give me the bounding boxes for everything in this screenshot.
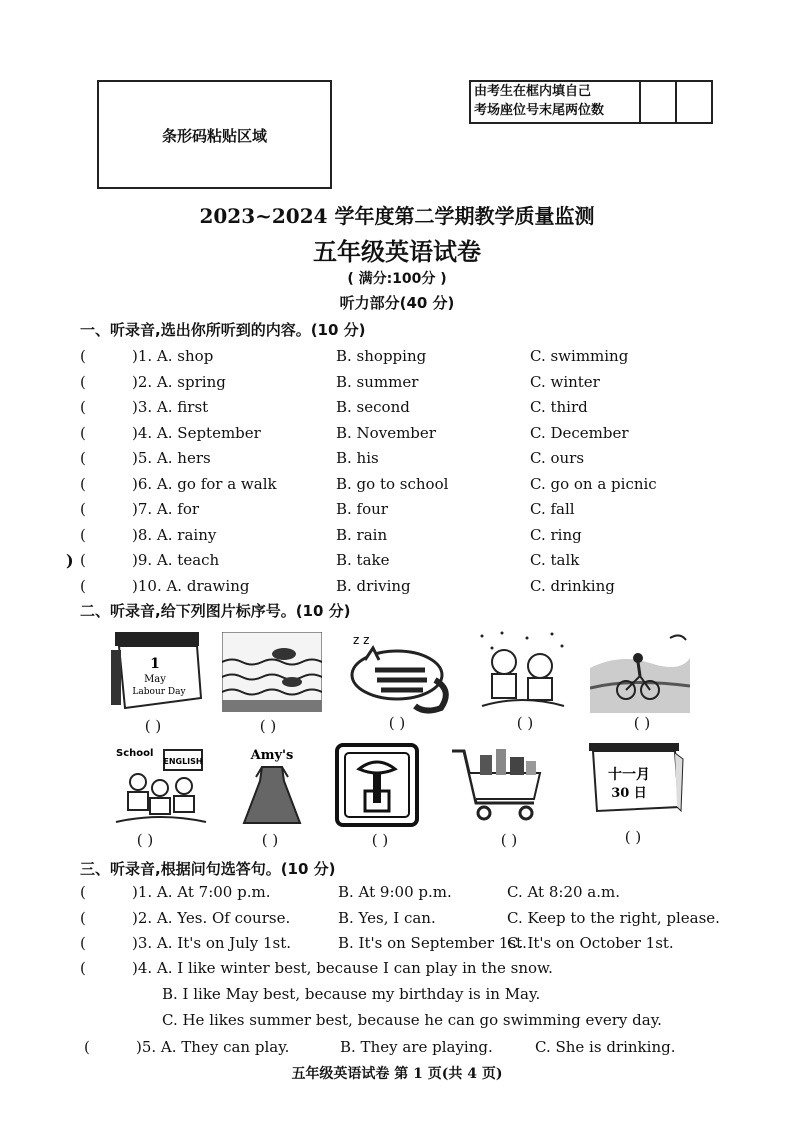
answer-paren[interactable]: ( xyxy=(80,959,86,977)
full-score-note: ( 满分:100分 ) xyxy=(347,271,447,287)
section1-item-2 xyxy=(80,373,760,397)
option-b: B. At 9:00 p.m. xyxy=(338,883,452,901)
seat-number-box xyxy=(469,80,713,124)
option-c: C. swimming xyxy=(530,347,629,365)
option-c: C. Keep to the right, please. xyxy=(507,908,720,927)
section1-item-6 xyxy=(80,475,760,499)
option-b: B. I like May best, because my birthday is in May. xyxy=(162,985,541,1003)
pic-answer-10[interactable]: ( ) xyxy=(624,828,642,846)
option-a: )3. A. first xyxy=(132,398,209,416)
option-b: B. take xyxy=(336,551,390,569)
calendar-holiday-text: Labour Day xyxy=(132,687,186,697)
section1-item-7 xyxy=(80,500,760,524)
answer-paren[interactable]: ( xyxy=(80,423,86,442)
option-c: C. talk xyxy=(530,551,580,569)
tick-mark: ) xyxy=(66,551,74,570)
option-b: B. go to school xyxy=(336,474,449,493)
option-c: C. fall xyxy=(530,500,575,518)
pic-answer-1[interactable]: ( ) xyxy=(144,717,162,735)
november-calendar-picture xyxy=(585,741,685,831)
answer-paren[interactable]: ( xyxy=(80,449,86,467)
exam-subject-title: 五年级英语试卷 xyxy=(313,238,481,266)
shopping-cart-picture xyxy=(450,741,550,831)
option-a: )1. A. At 7:00 p.m. xyxy=(132,883,271,901)
school-label-text: School xyxy=(116,748,154,759)
section3-heading: 三、听录音,根据问句选答句。(10 分) xyxy=(80,860,336,878)
option-a: )2. A. Yes. Of course. xyxy=(132,908,291,927)
answer-paren[interactable]: ( xyxy=(80,372,86,391)
section1-item-5 xyxy=(80,449,760,473)
seat-note xyxy=(471,82,641,122)
november-label-text: 十一月 xyxy=(608,767,650,783)
option-a: )5. A. They can play. xyxy=(136,1038,290,1056)
section3-item-5 xyxy=(80,1038,760,1062)
amys-label-text: Amy's xyxy=(250,748,294,763)
answer-paren[interactable]: ( xyxy=(80,525,86,544)
option-b: B. Yes, I can. xyxy=(338,908,436,927)
answer-paren[interactable]: ( xyxy=(80,934,86,952)
section1-heading: 一、听录音,选出你所听到的内容。(10 分) xyxy=(80,321,366,339)
section2-heading: 二、听录音,给下列图片标序号。(10 分) xyxy=(80,602,351,620)
pic-answer-8[interactable]: ( ) xyxy=(371,831,389,849)
english-label-text: ENGLISH xyxy=(163,757,203,766)
seat-digit-cell-1[interactable] xyxy=(641,82,677,122)
option-a: )4. A. I like winter best, because I can play in the snow. xyxy=(132,959,553,977)
answer-paren[interactable]: ( xyxy=(80,883,86,901)
option-b: B. summer xyxy=(336,372,419,391)
pic-answer-7[interactable]: ( ) xyxy=(261,831,279,849)
calendar-day-text: 1 xyxy=(150,656,160,672)
snow-play-picture xyxy=(472,628,572,718)
option-c: C. ours xyxy=(530,449,585,467)
school-children-picture xyxy=(110,742,210,832)
option-c: C. He likes summer best, because he can go swimming every day. xyxy=(162,1011,662,1029)
section1-item-4 xyxy=(80,424,760,448)
sleeping-cat-picture xyxy=(345,630,445,720)
option-b: B. They are playing. xyxy=(340,1038,493,1056)
option-c: C. December xyxy=(530,423,629,442)
option-a: )1. A. shop xyxy=(132,347,214,365)
day30-label-text: 30 日 xyxy=(611,786,647,801)
option-c: C. winter xyxy=(530,372,600,391)
answer-paren[interactable]: ( xyxy=(80,500,86,518)
section3-item-4-option-b xyxy=(162,985,794,1009)
answer-paren[interactable]: ( xyxy=(80,908,86,927)
seat-note-line2: 考场座位号末尾两位数 xyxy=(474,103,605,118)
option-c: C. drinking xyxy=(530,576,615,595)
option-b: B. four xyxy=(336,500,388,518)
section3-item-4-option-c xyxy=(162,1011,794,1035)
pic-answer-3[interactable]: ( ) xyxy=(388,714,406,732)
barcode-area xyxy=(97,80,332,189)
bike-riding-picture xyxy=(590,628,690,718)
answer-paren[interactable]: ( xyxy=(80,576,86,595)
pic-answer-2[interactable]: ( ) xyxy=(259,717,277,735)
option-a: )5. A. hers xyxy=(132,449,211,467)
svg-text:z z: z z xyxy=(353,633,370,647)
pic-answer-4[interactable]: ( ) xyxy=(516,714,534,732)
answer-paren[interactable]: ( xyxy=(84,1038,90,1056)
page-footer: 五年级英语试卷 第 1 页(共 4 页) xyxy=(291,1066,503,1082)
option-c: C. She is drinking. xyxy=(535,1038,676,1056)
swimming-picture xyxy=(222,632,322,722)
barcode-label: 条形码粘贴区域 xyxy=(161,127,267,145)
option-a: )10. A. drawing xyxy=(132,576,250,595)
answer-paren[interactable]: ( xyxy=(80,398,86,416)
labour-day-calendar-picture xyxy=(107,630,207,720)
option-a: )8. A. rainy xyxy=(132,525,217,544)
option-c: C. third xyxy=(530,398,588,416)
section1-item-1 xyxy=(80,347,760,371)
quiet-sign-picture xyxy=(333,741,433,831)
answer-paren[interactable]: ( xyxy=(80,347,86,365)
section1-item-3 xyxy=(80,398,760,422)
pic-answer-5[interactable]: ( ) xyxy=(633,714,651,732)
exam-title: 2023~2024 学年度第二学期教学质量监测 xyxy=(199,204,595,228)
option-c: C. ring xyxy=(530,525,582,544)
section3-item-1 xyxy=(80,883,760,907)
option-a: )4. A. September xyxy=(132,423,261,442)
pic-answer-9[interactable]: ( ) xyxy=(500,831,518,849)
section1-item-10 xyxy=(80,577,760,601)
option-c: C. go on a picnic xyxy=(530,474,657,493)
section3-item-3 xyxy=(80,934,760,958)
option-a: )9. A. teach xyxy=(132,551,220,569)
section3-item-2 xyxy=(80,909,760,933)
option-b: B. shopping xyxy=(336,347,427,365)
amys-dress-picture xyxy=(232,745,332,835)
option-a: )3. A. It's on July 1st. xyxy=(132,934,292,952)
pic-answer-6[interactable]: ( ) xyxy=(136,831,154,849)
option-b: B. It's on September 1st. xyxy=(338,934,527,952)
option-a: )6. A. go for a walk xyxy=(132,474,277,493)
seat-digit-cell-2[interactable] xyxy=(677,82,711,122)
section3-item-4 xyxy=(80,959,760,983)
section1-item-9 xyxy=(80,551,760,575)
option-c: C. It's on October 1st. xyxy=(507,934,674,952)
calendar-month-text: May xyxy=(144,674,166,685)
option-a: )2. A. spring xyxy=(132,372,226,391)
section1-item-8 xyxy=(80,526,760,550)
option-b: B. driving xyxy=(336,576,411,595)
seat-note-line1: 由考生在框内填自己 xyxy=(474,84,592,99)
listening-part-title: 听力部分(40 分) xyxy=(339,294,455,312)
answer-paren[interactable]: ( xyxy=(80,551,86,569)
option-b: B. second xyxy=(336,398,410,416)
answer-paren[interactable]: ( xyxy=(80,474,86,493)
option-c: C. At 8:20 a.m. xyxy=(507,883,620,901)
option-b: B. rain xyxy=(336,525,388,544)
option-b: B. his xyxy=(336,449,379,467)
option-a: )7. A. for xyxy=(132,500,200,518)
option-b: B. November xyxy=(336,423,436,442)
